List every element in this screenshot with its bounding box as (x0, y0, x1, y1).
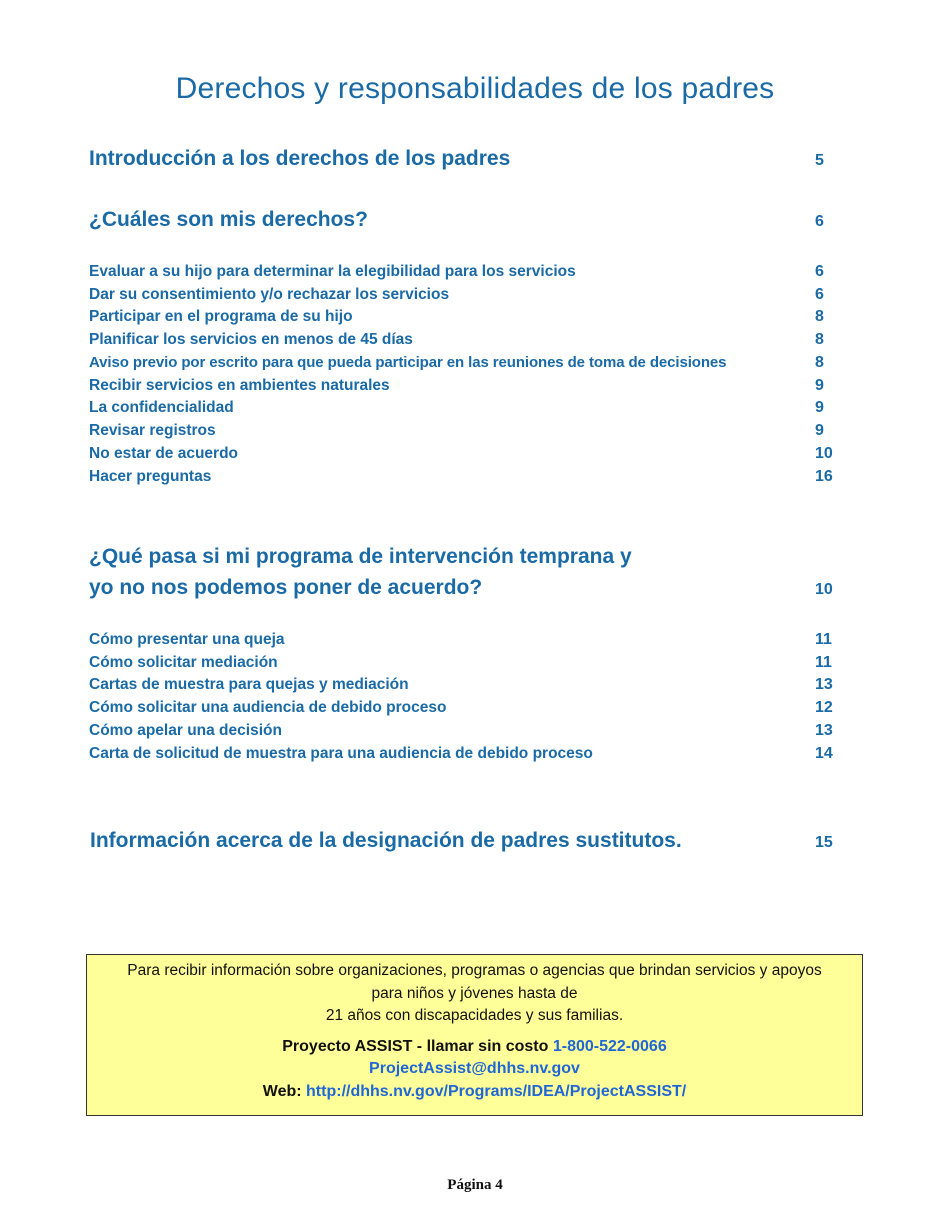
toc-item-label: Cómo apelar una decisión (89, 722, 282, 739)
toc-page-number: 10 (815, 445, 833, 462)
email-line (87, 1058, 862, 1081)
toc-page-number: 6 (815, 213, 824, 230)
toc-page-number: 15 (815, 834, 833, 851)
toc-page-number: 9 (815, 377, 824, 394)
info-text-line: Para recibir información sobre organizaciones, programas o agencias que brindan servicios y apoyos (127, 962, 822, 979)
toc-page-number: 11 (815, 654, 832, 671)
toc-page-number: 14 (815, 745, 833, 762)
toc-item-label: Cartas de muestra para quejas y mediación (89, 676, 409, 693)
toc-page-number: 8 (815, 354, 824, 371)
toc-item-label: Cómo solicitar mediación (89, 654, 278, 671)
web-link[interactable]: http://dhhs.nv.gov/Programs/IDEA/ProjectASSIST/ (306, 1082, 687, 1100)
toc-section-label-line2: yo no nos podemos poner de acuerdo? (89, 576, 483, 599)
contact-info-box (86, 954, 863, 1116)
toc-page-number: 9 (815, 422, 824, 439)
toc-item-label: Cómo presentar una queja (89, 631, 285, 648)
toc-item-label: Aviso previo por escrito para que pueda participar en las reuniones de toma de decisiones (89, 354, 727, 371)
info-text-line: 21 años con discapacidades y sus familias. (325, 1007, 624, 1024)
web-line (87, 1081, 862, 1104)
toc-page-number: 12 (815, 699, 833, 716)
toc-item-label: Carta de solicitud de muestra para una audiencia de debido proceso (89, 745, 593, 762)
toc-item-label: Participar en el programa de su hijo (89, 308, 353, 325)
web-label: Web: (262, 1082, 302, 1100)
toc-section-label-line1: ¿Qué pasa si mi programa de intervención temprana y (89, 545, 632, 568)
toc-page-number: 10 (815, 581, 833, 598)
toc-item-label: Dar su consentimiento y/o rechazar los servicios (89, 286, 450, 303)
toc-page-number: 16 (815, 468, 833, 485)
toc-page-number: 9 (815, 399, 824, 416)
phone-link[interactable]: 1-800-522-0066 (552, 1037, 667, 1055)
toc-page-number: 5 (815, 152, 824, 169)
toc-item-label: Cómo solicitar una audiencia de debido proceso (89, 699, 447, 716)
info-text-line: para niños y jóvenes hasta de (371, 984, 578, 1002)
toc-item-label: Planificar los servicios en menos de 45 días (89, 331, 413, 348)
contact-line (87, 1036, 862, 1059)
page-title: Derechos y responsabilidades de los padres (175, 72, 775, 105)
contact-label: Proyecto ASSIST - llamar sin costo (282, 1037, 549, 1055)
toc-section-label: Información acerca de la designación de padres sustitutos. (90, 829, 682, 852)
toc-item-label: La confidencialidad (89, 399, 234, 416)
toc-page-number: 6 (815, 286, 824, 303)
toc-page-number: 11 (815, 631, 832, 648)
toc-section-label: ¿Cuáles son mis derechos? (89, 208, 368, 231)
email-link[interactable]: ProjectAssist@dhhs.nv.gov (369, 1060, 580, 1077)
toc-item-label: No estar de acuerdo (89, 445, 239, 462)
toc-item-label: Revisar registros (89, 422, 216, 439)
toc-item-label: Evaluar a su hijo para determinar la elegibilidad para los servicios (89, 263, 576, 280)
page-number-footer: Página 4 (447, 1177, 503, 1193)
toc-page-number: 8 (815, 308, 824, 325)
toc-page-number: 13 (815, 722, 833, 739)
toc-item-label: Hacer preguntas (89, 468, 212, 485)
toc-item-label: Recibir servicios en ambientes naturales (89, 377, 390, 394)
toc-page-number: 8 (815, 331, 824, 348)
toc-page-number: 13 (815, 676, 833, 693)
toc-page-number: 6 (815, 263, 824, 280)
toc-section-label: Introducción a los derechos de los padres (89, 147, 511, 170)
